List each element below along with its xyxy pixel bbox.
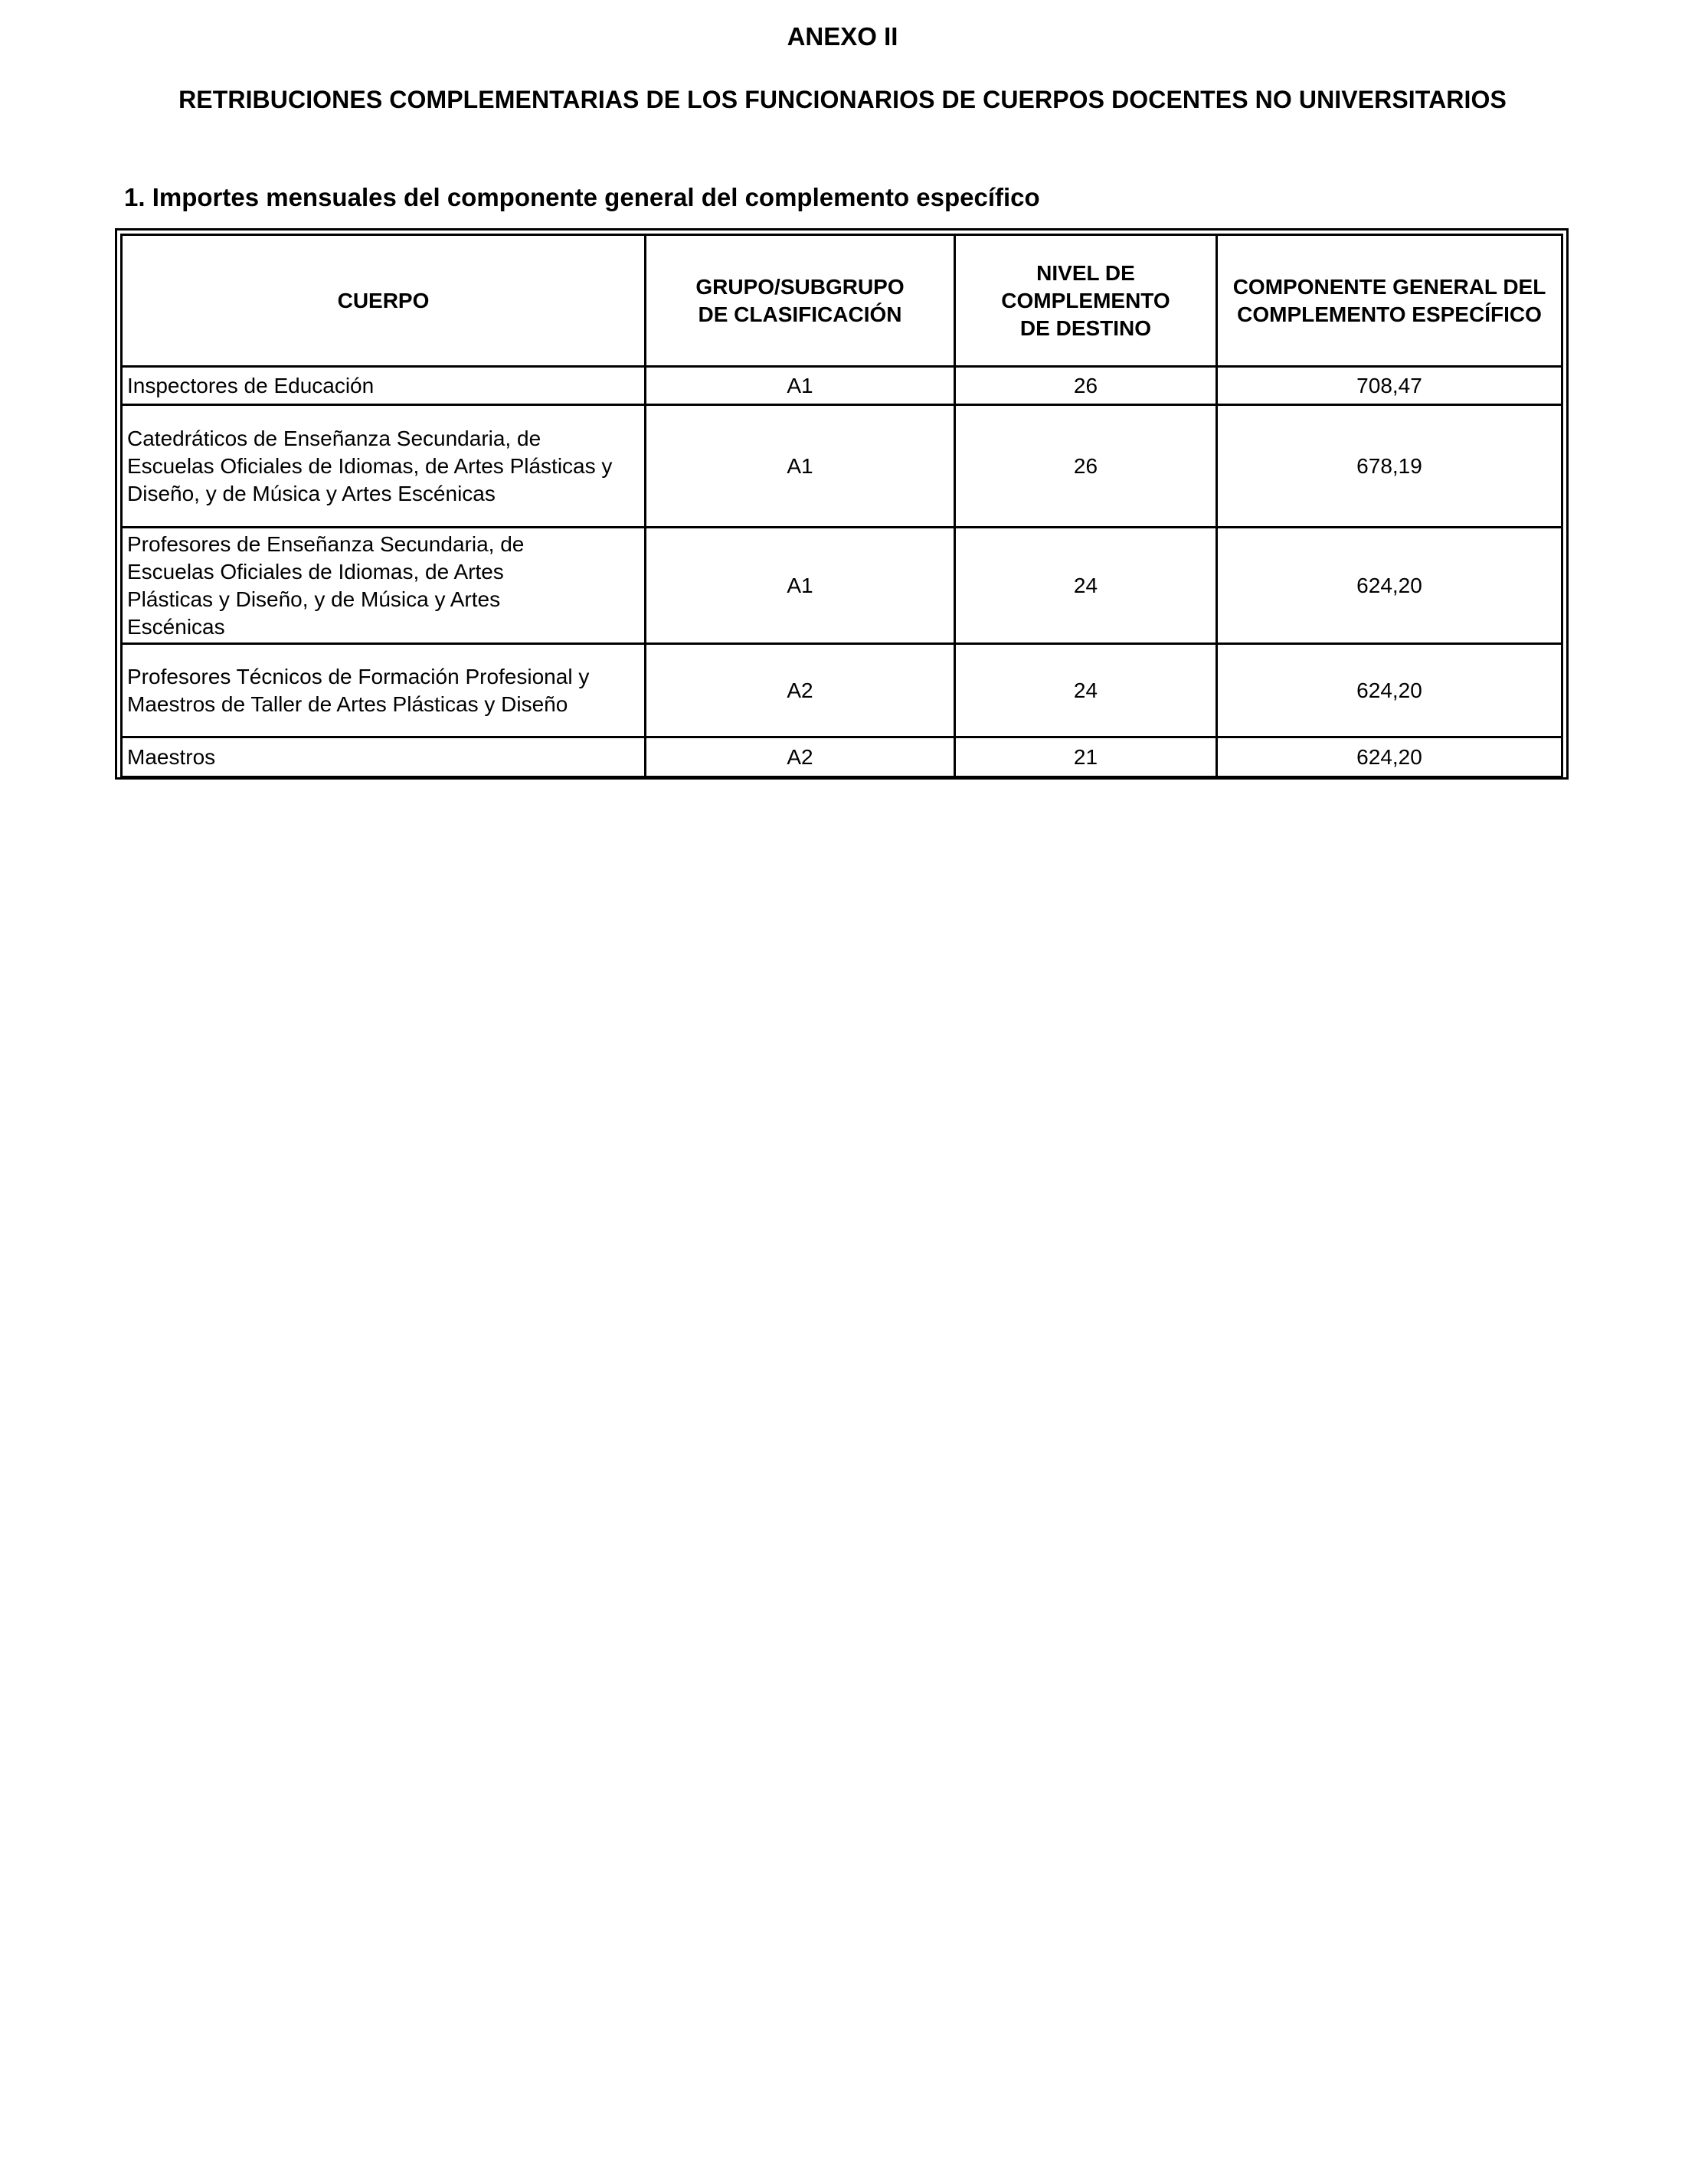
cell-cuerpo: Maestros [122, 737, 646, 777]
cell-nivel: 21 [955, 737, 1217, 777]
table-header-row [122, 235, 1562, 367]
cell-grupo: A1 [646, 405, 955, 528]
header-cuerpo: CUERPO [122, 235, 646, 367]
cell-componente: 624,20 [1217, 737, 1562, 777]
cell-grupo: A2 [646, 737, 955, 777]
table-row [122, 405, 1562, 528]
table-row [122, 644, 1562, 737]
cell-nivel: 26 [955, 405, 1217, 528]
header-grupo: GRUPO/SUBGRUPO DE CLASIFICACIÓN [646, 235, 955, 367]
header-componente: COMPONENTE GENERAL DEL COMPLEMENTO ESPECÍFICO [1217, 235, 1562, 367]
cell-nivel: 24 [955, 528, 1217, 644]
cell-cuerpo: Profesores de Enseñanza Secundaria, de Escuelas Oficiales de Idiomas, de Artes Plásticas y Diseño, y de Música y Artes Escénicas [122, 528, 646, 644]
cell-cuerpo: Catedráticos de Enseñanza Secundaria, de Escuelas Oficiales de Idiomas, de Artes Plásticas y Diseño, y de Música y Artes Escénicas [122, 405, 646, 528]
cell-componente: 624,20 [1217, 644, 1562, 737]
complemento-table [120, 234, 1563, 778]
cell-cuerpo: Profesores Técnicos de Formación Profesional y Maestros de Taller de Artes Plásticas y Diseño [122, 644, 646, 737]
table-row [122, 528, 1562, 644]
table-row [122, 367, 1562, 405]
table-row [122, 737, 1562, 777]
cell-componente: 624,20 [1217, 528, 1562, 644]
document-title: RETRIBUCIONES COMPLEMENTARIAS DE LOS FUNCIONARIOS DE CUERPOS DOCENTES NO UNIVERSITARIOS [178, 86, 1507, 113]
cell-nivel: 26 [955, 367, 1217, 405]
annex-title: ANEXO II [787, 22, 898, 51]
cell-componente: 708,47 [1217, 367, 1562, 405]
cell-nivel: 24 [955, 644, 1217, 737]
cell-grupo: A2 [646, 644, 955, 737]
table-frame [115, 228, 1569, 780]
header-nivel: NIVEL DE COMPLEMENTO DE DESTINO [955, 235, 1217, 367]
cell-grupo: A1 [646, 528, 955, 644]
section-title: 1. Importes mensuales del componente general del complemento específico [124, 183, 1040, 211]
cell-componente: 678,19 [1217, 405, 1562, 528]
cell-grupo: A1 [646, 367, 955, 405]
cell-cuerpo: Inspectores de Educación [122, 367, 646, 405]
